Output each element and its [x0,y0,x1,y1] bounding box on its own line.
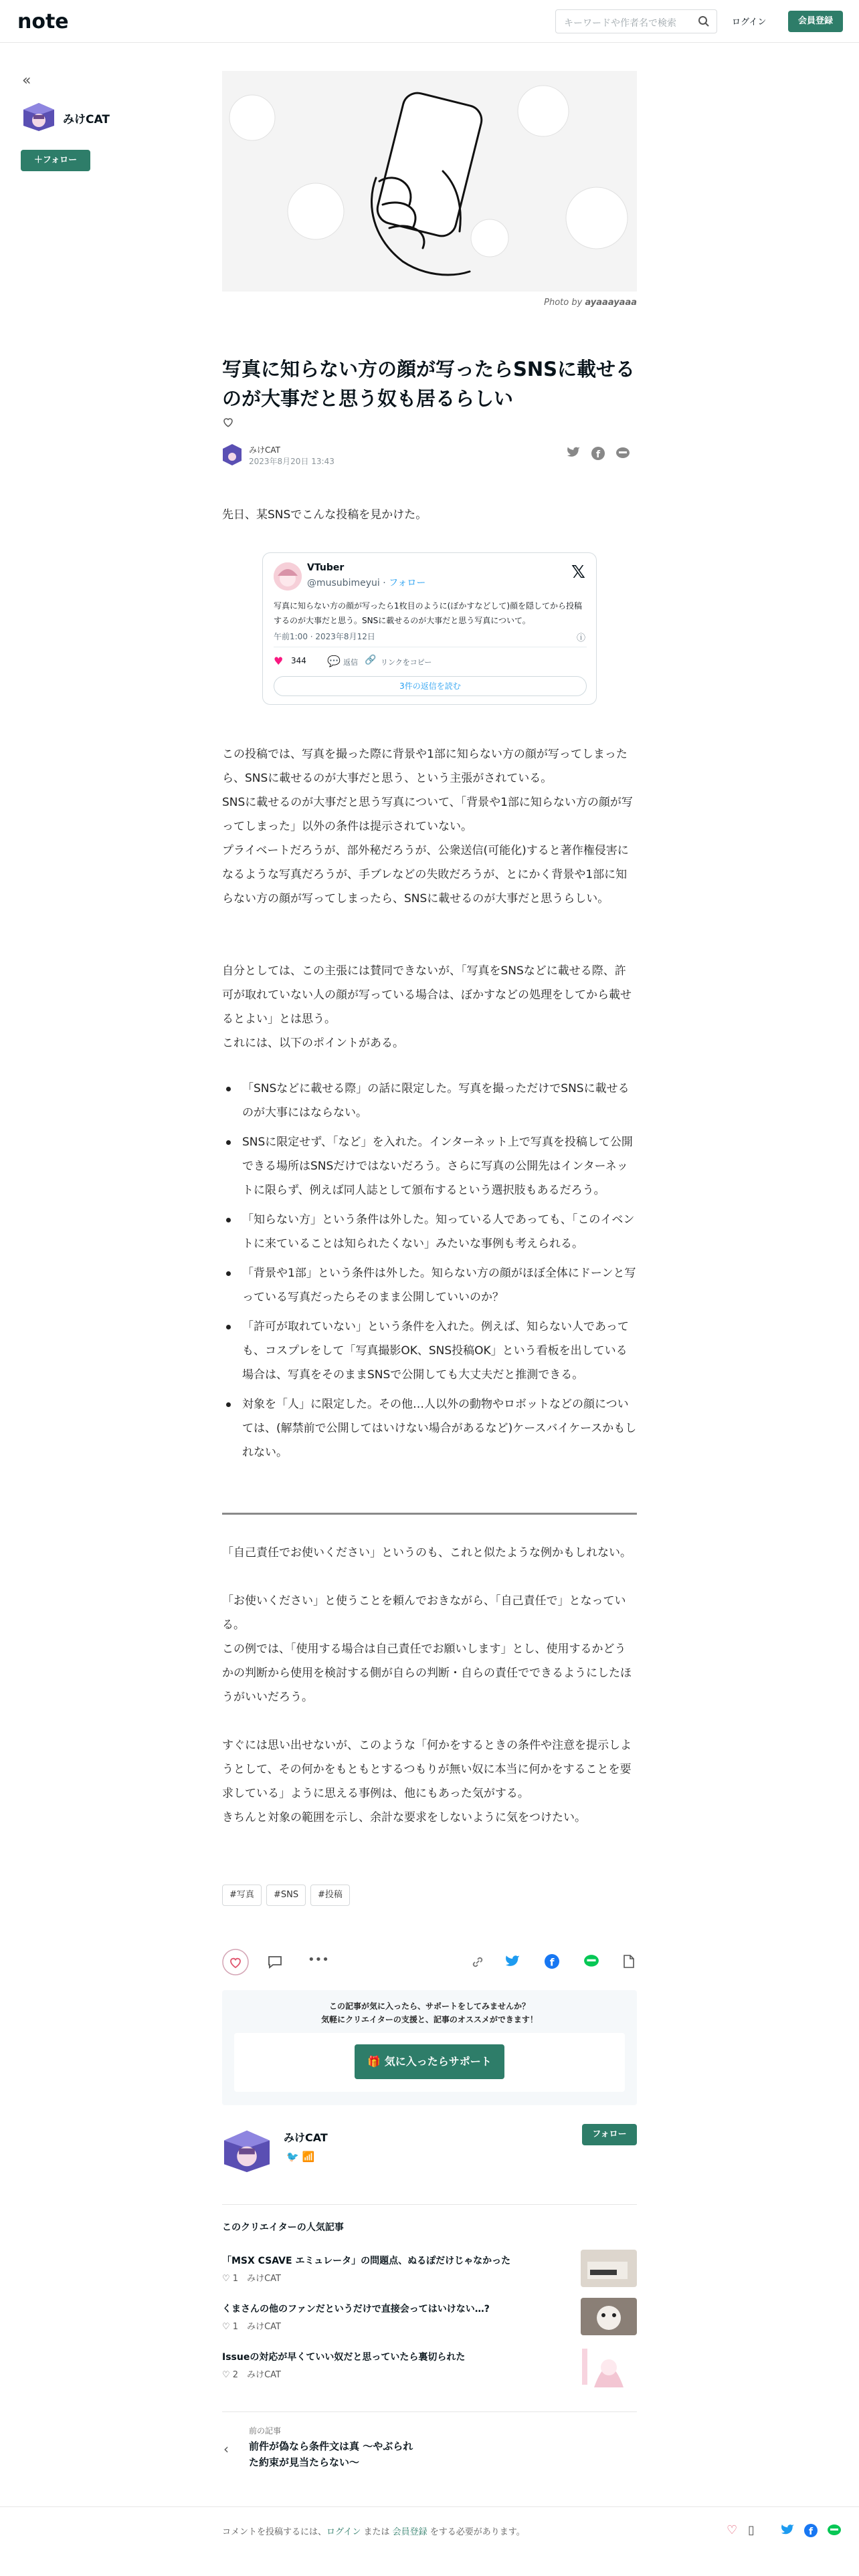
popular-heading: このクリエイターの人気記事 [222,2222,344,2233]
body-paragraph: 「お使いください」と使うことを頼んでおきながら、「自己責任で」となっている。 [222,1594,626,1632]
popular-article-title[interactable]: くまさんの他のファンだというだけで直接会ってはいけない…? [222,2304,490,2315]
twitter-share-icon[interactable] [506,1955,520,1968]
line-share-icon[interactable] [583,1954,599,1969]
heart-outline-icon: ♡ [222,2370,230,2380]
magazine-icon[interactable]: ▯ [748,2523,755,2537]
hero-image [222,71,637,292]
info-icon[interactable]: ⓘ [576,633,585,643]
tweet-read-replies-button[interactable]: 3件の返信を読む [274,676,587,696]
tweet-follow[interactable]: フォロー [389,578,426,588]
hashtag-chip[interactable]: #写真 [222,1885,262,1906]
x-logo-icon[interactable]: 𝕏 [571,562,585,582]
follow-label: フォロー [42,155,78,165]
search-placeholder: キーワードや作者名で検索 [564,18,676,29]
article-title: 写真に知らない方の顔が写ったらSNSに載せるのが大事だと思う奴も居るらしい [222,358,636,410]
chevron-left-icon[interactable]: ‹ [223,2441,229,2457]
twitter-icon[interactable]: 🐦 [286,2151,299,2163]
list-item: 「SNSなどに載せる際」の話に限定した。写真を撮っただけでSNSに載せるのが大事にはならない。 [222,1077,637,1125]
popular-article-title[interactable]: Issueの対応が早くていい奴だと思っていたら裏切られた [222,2352,466,2363]
svg-text:f: f [549,1956,555,1969]
creator-avatar[interactable] [222,2128,272,2175]
site-header [0,0,859,43]
like-button[interactable] [222,1949,249,1975]
tweet-handle[interactable]: @musubimeyui · フォロー [307,578,426,588]
footer-signup-link[interactable]: 会員登録 [392,2527,427,2537]
embed-icon[interactable] [622,1954,636,1969]
support-box [222,1990,637,2105]
tweet-avatar[interactable] [274,562,302,591]
tweet-like-count: 344 [291,656,306,665]
more-icon[interactable]: ••• [308,1953,329,1967]
creator-links [286,2151,314,2163]
like-count: 1 [232,2322,239,2332]
heart-outline-icon: ♡ [222,2274,230,2284]
footer-text: をする必要があります。 [427,2527,525,2537]
svg-text:f: f [809,2527,814,2537]
publish-date: 2023年8月20日 13:43 [249,457,335,466]
body-paragraph: すぐには思い出せないが、このような「何かをするときの条件や注意を提示しようとして、その何かをもともとするつもりが無い奴に本当に何かをすることを要求している」ように思える事例は、他にもあった気がする。 [222,1739,632,1800]
footer-login-link[interactable]: ログイン [326,2527,361,2537]
list-item: 「知らない方」という条件は外した。知っている人であっても、「このイベントに来ていることは知られたくない」みたいな事例も考えられる。 [222,1208,637,1256]
tweet-reply-label[interactable]: 返信 [343,658,358,667]
body-paragraph: これには、以下のポイントがある。 [222,1037,404,1050]
body-paragraph: きちんと対象の範囲を示し、余計な要求をしないように気をつけたい。 [222,1811,586,1824]
footer-text: コメントを投稿するには、 [222,2527,327,2537]
comment-icon[interactable] [268,1955,282,1969]
points-list [222,1077,637,1470]
popular-article-thumbnail[interactable] [581,2250,637,2287]
body-paragraph: この投稿では、写真を撮った際に背景や1部に知らない方の顔が写ってしまったら、SNSに載せるのが大事だと思う、という主張がされている。 [222,748,628,785]
body-paragraph: SNSに載せるのが大事だと思う写真について、「背景や1部に知らない方の顔が写ってしまった」以外の条件は提示されていない。 [222,796,633,833]
popular-article-title[interactable]: 「MSX CSAVE エミュレータ」の問題点、ぬるぽだけじゃなかった [222,2256,511,2266]
intro-paragraph: 先日、某SNSでこんな投稿を見かけた。 [222,508,427,522]
prev-article-title[interactable]: 前件が偽なら条件文は真 〜やぶられた約束が見当たらない〜 [249,2440,413,2468]
photo-credit [222,298,637,308]
twitter-footer-icon[interactable] [781,2525,795,2536]
comment-login-prompt [222,2525,525,2537]
embedded-tweet[interactable] [262,552,597,705]
tweet-copy-link-label[interactable]: リンクをコピー [381,658,432,667]
popular-article-meta [222,2367,281,2380]
divider [222,2204,637,2205]
follow-button[interactable] [21,150,90,171]
add-user-icon: ＋ [33,155,43,165]
list-item: 「許可が取れていない」という条件を入れた。例えば、知らない人であっても、コスプレをして「写真撮影OK、SNS投稿OK」という看板を出している場合は、写真をそのままSNSで公開しても大丈夫だと推測できる。 [222,1315,637,1387]
prev-article-label: 前の記事 [249,2426,282,2436]
comment-footer [0,2506,859,2576]
like-icon[interactable] [222,416,234,428]
search-icon[interactable] [698,15,710,27]
support-button[interactable] [355,2044,504,2079]
tweet-handle-text: @musubimeyui [307,578,380,588]
like-count: 2 [232,2370,239,2380]
body-paragraph: この例では、「使用する場合は自己責任でお願いします」とし、使用するかどうかの判断から使用を検討する側が自らの判断・自らの責任でできるようにしたほうがいいだろう。 [222,1642,632,1704]
collapse-sidebar-icon[interactable]: « [22,72,31,89]
list-item: 「背景や1部」という条件は外した。知らない方の顔がほぼ全体にドーンと写っている写真だったらそのまま公開していいのか？ [222,1261,637,1309]
svg-text:note: note [17,10,69,33]
body-paragraph: プライベートだろうが、部外秘だろうが、公衆送信(可能化)すると著作権侵害になるような写真だろうが、手ブレなどの失敗だろうが、とにかく背景や1部に知らない方の顔が写ってしまったら、SNSに載せるのが大事だと思うらしい。 [222,844,629,905]
gift-icon: 🎁 [367,2055,381,2068]
login-link[interactable]: ログイン [732,17,767,27]
rss-icon[interactable]: 📶 [302,2151,315,2163]
article-author: みけCAT [247,2274,281,2284]
like-count: 1 [232,2274,239,2284]
support-line: この記事が気に入ったら、サポートをしてみませんか？ [328,2002,530,2011]
creator-name[interactable]: みけCAT [284,2131,328,2144]
facebook-footer-icon[interactable] [804,2524,818,2537]
reply-icon[interactable]: 💬 [327,655,341,667]
heart-icon[interactable]: ♥ [274,655,284,667]
hashtag-chip[interactable]: #SNS [266,1885,306,1906]
body-paragraph: 自分としては、この主張には賛同できないが、「写真をSNSなどに載せる際、許可が取れていない人の顔が写っている場合は、ぼかすなどの処理をしてから載せるとよい」とは思う。 [222,964,632,1026]
creator-follow-button[interactable]: フォロー [582,2124,637,2145]
svg-text:f: f [596,449,601,460]
heart-outline-icon: ♡ [222,2322,230,2332]
support-message [222,2000,637,2026]
support-line: 気軽にクリエイターの支援と、記事のオススメができます！ [321,2015,538,2024]
article-author: みけCAT [247,2322,281,2332]
author-name[interactable]: みけCAT [63,113,110,126]
line-footer-icon[interactable] [827,2524,842,2537]
copy-link-icon[interactable] [471,1955,484,1969]
link-icon[interactable]: 🔗 [365,655,377,665]
photo-credit-label: Photo by [544,298,583,308]
list-item: 対象を「人」に限定した。その他…人以外の動物やロボットなどの顔については、(解禁前で公開してはいけない場合があるなど)ケースバイケースかもしれない。 [222,1392,637,1465]
support-inner [234,2033,625,2092]
photo-credit-name[interactable]: ayaaayaaa [585,298,637,308]
author-small-avatar[interactable] [222,443,242,466]
twitter-icon[interactable] [567,447,581,459]
author-avatar[interactable] [22,102,56,132]
footer-text: または [361,2527,393,2537]
section-divider [222,1513,637,1515]
line-icon[interactable] [615,447,630,460]
facebook-icon[interactable] [591,447,605,460]
divider [222,2411,637,2412]
heart-icon[interactable]: ♡ [727,2523,738,2537]
tweet-text: 写真に知らない方の顔が写ったら1枚目のように(ぼかすなどして)顔を隠してから投稿するのが大事だと思う。SNSに載せるのが大事だと思う写真について。 [274,601,583,625]
tweet-time[interactable]: 午前1:00 · 2023年8月12日 [274,632,375,641]
body-paragraph: 「自己責任でお使いください」というのも、これと似たような例かもしれない。 [222,1546,632,1560]
author-name-small[interactable]: みけCAT [249,445,280,455]
tweet-author-name[interactable]: VTuber [307,562,345,573]
hashtag-chip[interactable]: #投稿 [310,1885,350,1906]
popular-article-thumbnail[interactable] [581,2298,637,2335]
note-logo[interactable] [16,8,90,35]
signup-button[interactable]: 会員登録 [788,11,843,32]
search-input[interactable] [555,9,717,33]
popular-article-thumbnail[interactable] [581,2346,637,2387]
facebook-share-icon[interactable] [545,1954,559,1969]
list-item: SNSに限定せず、「など」を入れた。インターネット上で写真を投稿して公開できる場所はSNSだけではないだろう。さらに写真の公開先はインターネットに限らず、例えば同人誌として頒布するという選択肢もあるだろう。 [222,1130,637,1202]
popular-article-meta [222,2319,281,2332]
support-button-label: 気に入ったらサポート [384,2055,492,2068]
article-author: みけCAT [247,2370,281,2380]
popular-article-meta [222,2271,281,2284]
